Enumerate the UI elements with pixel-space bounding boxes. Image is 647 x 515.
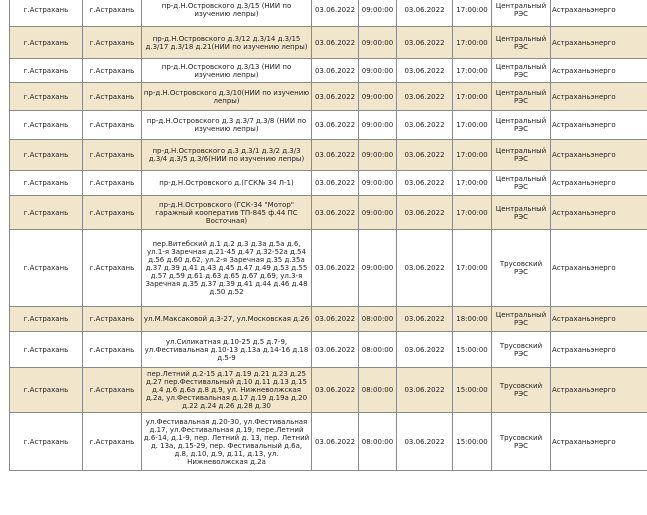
start-date-cell: 03.06.2022	[312, 111, 359, 140]
place-cell: г.Астрахань	[83, 59, 142, 83]
start-date-cell: 03.06.2022	[312, 0, 359, 27]
address-cell: пер.Летний д.2-15 д.17 д.19 д.21 д.23 д.25 д.27 пер.Фестивальный д.10 д.11 д.13 д.15 д.4 д.6 д.6а д.8 д.9, ул. Нижневолжская д.2а, ул.Фестивальная д.17 д.19 д.19а д.20 д.22 д.24 д.26 д.28 д.30	[142, 368, 312, 413]
res-cell: Центральный РЭС	[492, 59, 551, 83]
city-cell: г.Астрахань	[10, 332, 83, 368]
start-time-cell: 09:00:00	[359, 171, 397, 196]
res-cell: Центральный РЭС	[492, 307, 551, 332]
end-date-cell: 03.06.2022	[397, 230, 453, 307]
end-time-cell: 17:00:00	[453, 0, 492, 27]
place-cell: г.Астрахань	[83, 196, 142, 230]
place-cell: г.Астрахань	[83, 171, 142, 196]
address-cell: пер.Витебский д.1 д.2 д.3 д.3а д.5а д.6, ул.1-я Заречная д.21-45 д.47 д.32-52а д.54 д.56 д.60 д.62, ул.2-я Заречная д.35 д.35а д.37 д.39 д.41 д.43 д.45 д.47 д.49 д.53 д.55 д.57 д.59 д.61 д.63 д.65 д.67 д.69, ул.3-я Заречная д.35 д.37 д.39 д.41 д.44 д.46 д.48 д.50 д.52	[142, 230, 312, 307]
end-time-cell: 15:00:00	[453, 413, 492, 471]
res-cell: Трусовский РЭС	[492, 413, 551, 471]
end-date-cell: 03.06.2022	[397, 332, 453, 368]
city-cell: г.Астрахань	[10, 230, 83, 307]
start-date-cell: 03.06.2022	[312, 413, 359, 471]
table-row	[10, 307, 647, 332]
organization-cell: Астраханьэнерго	[551, 0, 647, 27]
start-date-cell: 03.06.2022	[312, 230, 359, 307]
address-cell: ул.Силикатная д.10-25 д.5 д.7-9, ул.Фестивальная д.10-13 д.13а д.14-16 д.18 д.5-9	[142, 332, 312, 368]
place-cell: г.Астрахань	[83, 307, 142, 332]
table-row	[10, 0, 647, 27]
end-date-cell: 03.06.2022	[397, 59, 453, 83]
start-time-cell: 09:00:00	[359, 83, 397, 111]
res-cell: Центральный РЭС	[492, 111, 551, 140]
res-cell: Центральный РЭС	[492, 83, 551, 111]
organization-cell: Астраханьэнерго	[551, 140, 647, 171]
city-cell: г.Астрахань	[10, 307, 83, 332]
end-date-cell: 03.06.2022	[397, 171, 453, 196]
res-cell: Трусовский РЭС	[492, 230, 551, 307]
organization-cell: Астраханьэнерго	[551, 83, 647, 111]
city-cell: г.Астрахань	[10, 111, 83, 140]
table-row	[10, 83, 647, 111]
place-cell: г.Астрахань	[83, 368, 142, 413]
table-row	[10, 27, 647, 59]
table-row	[10, 332, 647, 368]
address-cell: ул.М.Максаковой д.3-27, ул.Московская д.26	[142, 307, 312, 332]
address-cell: пр-д.Н.Островского д.3/10(НИИ по изучению лепры)	[142, 83, 312, 111]
table-row	[10, 59, 647, 83]
end-date-cell: 03.06.2022	[397, 196, 453, 230]
place-cell: г.Астрахань	[83, 413, 142, 471]
organization-cell: Астраханьэнерго	[551, 171, 647, 196]
place-cell: г.Астрахань	[83, 140, 142, 171]
end-time-cell: 15:00:00	[453, 368, 492, 413]
table-row	[10, 230, 647, 307]
end-date-cell: 03.06.2022	[397, 83, 453, 111]
end-time-cell: 17:00:00	[453, 196, 492, 230]
start-date-cell: 03.06.2022	[312, 83, 359, 111]
organization-cell: Астраханьэнерго	[551, 27, 647, 59]
city-cell: г.Астрахань	[10, 83, 83, 111]
start-date-cell: 03.06.2022	[312, 27, 359, 59]
start-date-cell: 03.06.2022	[312, 59, 359, 83]
start-time-cell: 09:00:00	[359, 111, 397, 140]
end-time-cell: 15:00:00	[453, 332, 492, 368]
city-cell: г.Астрахань	[10, 0, 83, 27]
start-time-cell: 09:00:00	[359, 230, 397, 307]
res-cell: Центральный РЭС	[492, 27, 551, 59]
city-cell: г.Астрахань	[10, 196, 83, 230]
place-cell: г.Астрахань	[83, 332, 142, 368]
address-cell: пр-д.Н.Островского д.3/12 д.3/14 д.3/15 д.3/17 д.3/18 д.21(НИИ по изучению лепры)	[142, 27, 312, 59]
end-time-cell: 17:00:00	[453, 171, 492, 196]
outage-table-body	[10, 0, 647, 471]
city-cell: г.Астрахань	[10, 27, 83, 59]
end-date-cell: 03.06.2022	[397, 27, 453, 59]
res-cell: Трусовский РЭС	[492, 332, 551, 368]
organization-cell: Астраханьэнерго	[551, 111, 647, 140]
start-time-cell: 09:00:00	[359, 0, 397, 27]
table-row	[10, 111, 647, 140]
city-cell: г.Астрахань	[10, 413, 83, 471]
table-row	[10, 368, 647, 413]
end-time-cell: 17:00:00	[453, 140, 492, 171]
start-time-cell: 08:00:00	[359, 332, 397, 368]
start-date-cell: 03.06.2022	[312, 196, 359, 230]
start-date-cell: 03.06.2022	[312, 307, 359, 332]
address-cell: ул.Фестивальная д.20-30, ул.Фестивальная д.17, ул.Фестивальная д.19, пере.Летний д.6-14, д.1-9, пер. Летний д. 13, пер. Летний д. 13а, д.15-29, пер. Фестивальный д.6а, д.8, д.10, д.9, д.11, д.13, ул. Нижневолжская д.2а	[142, 413, 312, 471]
organization-cell: Астраханьэнерго	[551, 368, 647, 413]
place-cell: г.Астрахань	[83, 27, 142, 59]
organization-cell: Астраханьэнерго	[551, 413, 647, 471]
res-cell: Центральный РЭС	[492, 140, 551, 171]
start-time-cell: 08:00:00	[359, 307, 397, 332]
res-cell: Центральный РЭС	[492, 171, 551, 196]
res-cell: Центральный РЭС	[492, 196, 551, 230]
start-date-cell: 03.06.2022	[312, 140, 359, 171]
table-row	[10, 140, 647, 171]
city-cell: г.Астрахань	[10, 59, 83, 83]
city-cell: г.Астрахань	[10, 171, 83, 196]
place-cell: г.Астрахань	[83, 230, 142, 307]
place-cell: г.Астрахань	[83, 0, 142, 27]
res-cell: Трусовский РЭС	[492, 368, 551, 413]
table-row	[10, 171, 647, 196]
start-time-cell: 09:00:00	[359, 59, 397, 83]
end-time-cell: 17:00:00	[453, 111, 492, 140]
end-time-cell: 17:00:00	[453, 27, 492, 59]
start-time-cell: 09:00:00	[359, 196, 397, 230]
start-time-cell: 08:00:00	[359, 368, 397, 413]
place-cell: г.Астрахань	[83, 111, 142, 140]
organization-cell: Астраханьэнерго	[551, 196, 647, 230]
city-cell: г.Астрахань	[10, 140, 83, 171]
organization-cell: Астраханьэнерго	[551, 332, 647, 368]
address-cell: пр-д.Н.Островского д.3/15 (НИИ по изучению лепры)	[142, 0, 312, 27]
address-cell: пр-д.Н.Островского д.(ГСК№ 34 Л-1)	[142, 171, 312, 196]
end-time-cell: 18:00:00	[453, 307, 492, 332]
place-cell: г.Астрахань	[83, 83, 142, 111]
table-row	[10, 196, 647, 230]
end-date-cell: 03.06.2022	[397, 140, 453, 171]
start-date-cell: 03.06.2022	[312, 368, 359, 413]
start-date-cell: 03.06.2022	[312, 332, 359, 368]
end-time-cell: 17:00:00	[453, 59, 492, 83]
res-cell: Центральный РЭС	[492, 0, 551, 27]
table-row	[10, 413, 647, 471]
organization-cell: Астраханьэнерго	[551, 230, 647, 307]
organization-cell: Астраханьэнерго	[551, 307, 647, 332]
address-cell: пр-д.Н.Островского д.3 д.3/1 д.3/2 д.3/3 д.3/4 д.3/5 д.3/6(НИИ по изучению лепры)	[142, 140, 312, 171]
outage-table	[9, 0, 647, 471]
start-time-cell: 08:00:00	[359, 413, 397, 471]
end-time-cell: 17:00:00	[453, 230, 492, 307]
start-time-cell: 09:00:00	[359, 27, 397, 59]
start-date-cell: 03.06.2022	[312, 171, 359, 196]
address-cell: пр-д.Н.Островского (ГСК-34 "Мотор" гаражный кооператив ТП-845 ф.44 ПС Восточная)	[142, 196, 312, 230]
end-date-cell: 03.06.2022	[397, 0, 453, 27]
end-time-cell: 17:00:00	[453, 83, 492, 111]
end-date-cell: 03.06.2022	[397, 307, 453, 332]
start-time-cell: 09:00:00	[359, 140, 397, 171]
city-cell: г.Астрахань	[10, 368, 83, 413]
address-cell: пр-д.Н.Островского д.3/13 (НИИ по изучению лепры)	[142, 59, 312, 83]
end-date-cell: 03.06.2022	[397, 111, 453, 140]
end-date-cell: 03.06.2022	[397, 368, 453, 413]
organization-cell: Астраханьэнерго	[551, 59, 647, 83]
end-date-cell: 03.06.2022	[397, 413, 453, 471]
address-cell: пр-д.Н.Островского д.3 д.3/7 д.3/8 (НИИ по изучению лепры)	[142, 111, 312, 140]
